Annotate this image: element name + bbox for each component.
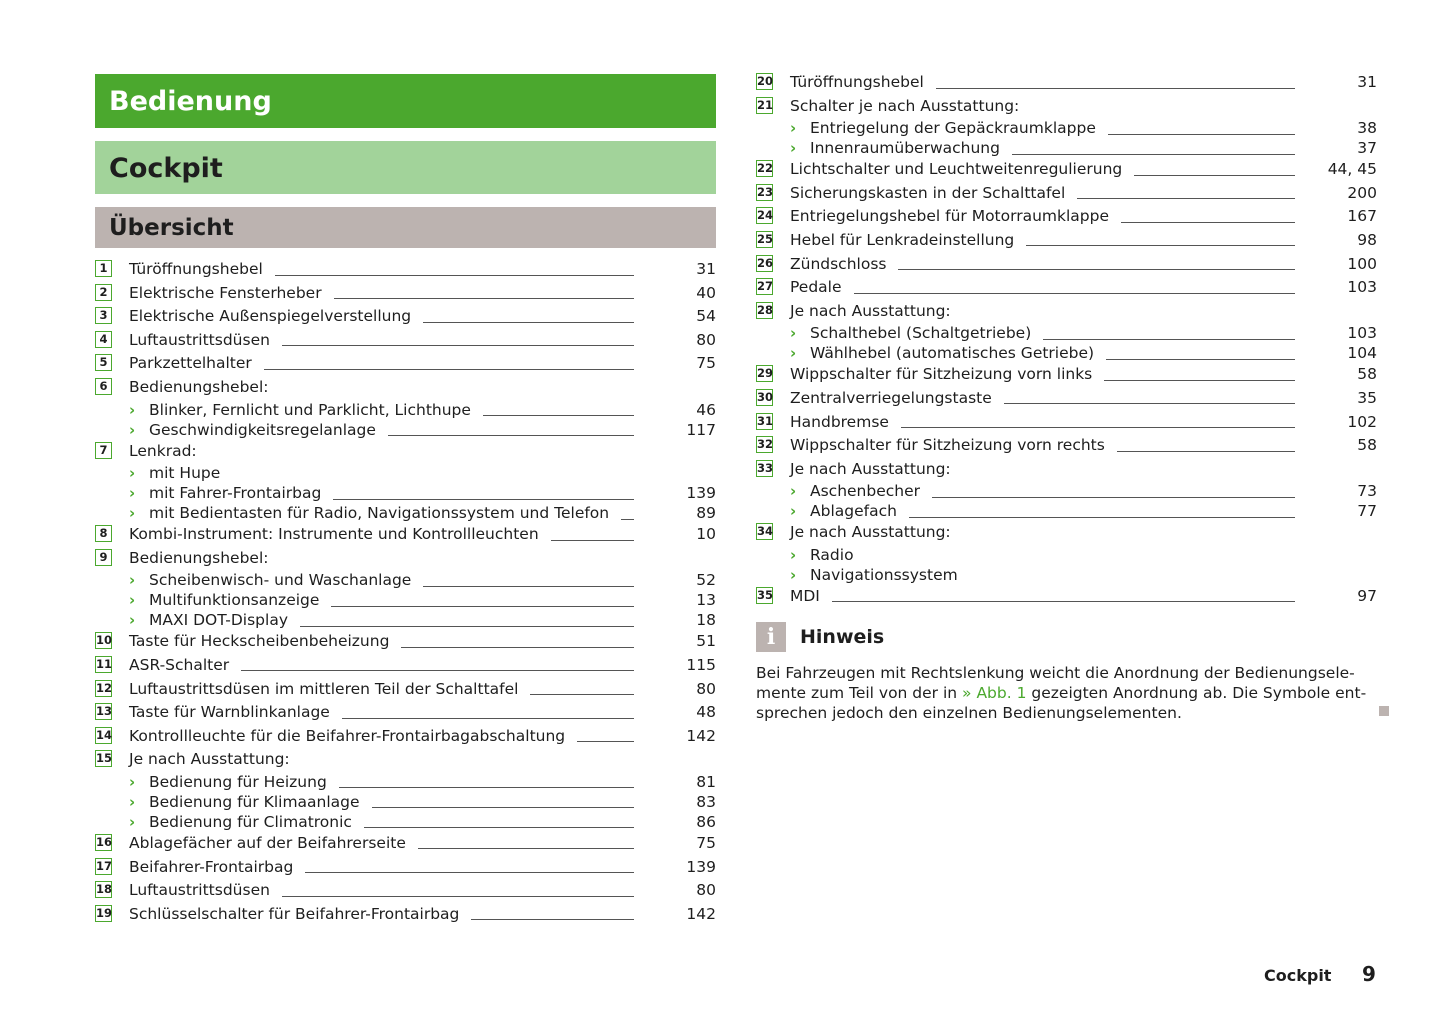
item-label: Handbremse <box>790 412 889 431</box>
leader-line <box>1004 403 1295 404</box>
overview-item <box>756 182 1377 206</box>
item-label: Schalthebel (Schaltgetriebe) <box>810 324 1032 343</box>
page-reference[interactable]: 103 <box>1347 324 1377 343</box>
overview-item <box>95 701 716 725</box>
item-label: MDI <box>790 586 820 605</box>
leader-line <box>1121 222 1295 223</box>
overview-item <box>756 585 1377 609</box>
page-reference[interactable]: 48 <box>696 703 716 722</box>
footer-chapter-title: Cockpit <box>1264 966 1332 985</box>
hinweis-line <box>756 683 1367 703</box>
overview-item <box>95 879 716 903</box>
item-label: Beifahrer-Frontairbag <box>129 857 294 876</box>
page-reference[interactable]: 142 <box>686 904 716 923</box>
leader-line <box>300 626 634 627</box>
overview-item <box>95 654 716 678</box>
leader-line <box>275 275 634 276</box>
item-number-badge: 29 <box>757 366 774 381</box>
item-label: Lenkrad: <box>129 441 197 460</box>
leader-line <box>423 586 634 587</box>
page-reference[interactable]: 100 <box>1347 254 1377 273</box>
heading-cockpit: Cockpit <box>95 141 716 194</box>
item-number-badge: 8 <box>95 525 112 542</box>
item-number-badge: 7 <box>95 442 112 459</box>
overview-subitem <box>95 812 716 832</box>
page-reference[interactable]: 98 <box>1357 230 1377 249</box>
item-label: Bedienung für Klimaanlage <box>149 792 360 811</box>
overview-item <box>95 282 716 306</box>
chevron-right-icon: › <box>129 812 136 831</box>
item-label: Aschenbecher <box>810 482 921 501</box>
page-reference[interactable]: 31 <box>1357 73 1377 91</box>
overview-item <box>756 276 1377 300</box>
leader-line <box>1012 154 1295 155</box>
item-number-badge: 2 <box>95 284 112 301</box>
item-label: Je nach Ausstattung: <box>790 459 951 478</box>
item-number-badge: 34 <box>757 524 774 539</box>
leader-line <box>1117 451 1295 452</box>
item-label: Je nach Ausstattung: <box>129 750 290 769</box>
leader-line <box>342 718 634 719</box>
item-label: mit Bedientasten für Radio, Navigationssystem und Telefon <box>149 504 610 523</box>
page-reference[interactable]: 31 <box>696 260 716 278</box>
item-number-badge: 24 <box>757 208 774 223</box>
item-label: Navigationssystem <box>810 565 958 584</box>
chevron-right-icon: › <box>129 792 136 811</box>
item-label: Geschwindigkeitsregelanlage <box>149 420 376 439</box>
overview-subitem <box>95 610 716 630</box>
overview-item <box>95 630 716 654</box>
overview-item <box>756 71 1377 95</box>
leader-line <box>471 919 634 920</box>
chevron-right-icon: › <box>790 482 797 501</box>
leader-line <box>372 807 634 808</box>
leader-line <box>854 293 1295 294</box>
overview-subitem <box>95 400 716 420</box>
page-reference[interactable]: 58 <box>1357 436 1377 455</box>
leader-line <box>1108 134 1295 135</box>
item-label: Schalter je nach Ausstattung: <box>790 96 1020 115</box>
item-label: Lichtschalter und Leuchtweitenregulierung <box>790 160 1123 179</box>
leader-line <box>1043 339 1295 340</box>
leader-line <box>1026 245 1295 246</box>
item-number-badge: 31 <box>757 413 774 428</box>
item-label: Bedienung für Climatronic <box>149 812 352 831</box>
page-reference[interactable]: 103 <box>1347 278 1377 297</box>
overview-item <box>756 387 1377 411</box>
overview-subitem <box>95 463 716 483</box>
item-number-badge: 3 <box>95 307 112 324</box>
overview-subitem <box>95 420 716 440</box>
leader-line <box>331 606 634 607</box>
item-number-badge: 9 <box>95 549 112 566</box>
item-label: Kombi-Instrument: Instrumente und Kontrollleuchten <box>129 525 539 544</box>
overview-subitem <box>756 501 1377 521</box>
hinweis-text <box>756 663 1367 723</box>
page-reference[interactable]: 142 <box>686 726 716 745</box>
overview-item <box>95 258 716 282</box>
item-label: ASR-Schalter <box>129 655 230 674</box>
chevron-right-icon: › <box>790 324 797 343</box>
overview-item <box>95 440 716 464</box>
item-label: Zündschloss <box>790 254 887 273</box>
figure-reference-link[interactable]: » Abb. 1 <box>962 684 1027 702</box>
page-reference[interactable]: 52 <box>696 571 716 590</box>
item-number-badge: 18 <box>96 882 113 897</box>
overview-subitem <box>95 570 716 590</box>
chevron-right-icon: › <box>129 420 136 439</box>
overview-item <box>95 725 716 749</box>
overview-item <box>95 832 716 856</box>
item-number-badge: 4 <box>95 331 112 348</box>
chevron-right-icon: › <box>129 400 136 419</box>
leader-line <box>1134 175 1295 176</box>
leader-line <box>418 848 634 849</box>
overview-item <box>756 205 1377 229</box>
hinweis-text-part: mente zum Teil von der in <box>756 684 963 702</box>
item-number-badge: 30 <box>757 389 774 404</box>
hinweis-line: Bei Fahrzeugen mit Rechtslenkung weicht die Anordnung der Bedienungsele- <box>756 664 1355 682</box>
leader-line <box>401 647 634 648</box>
leader-line <box>334 298 634 299</box>
page-reference[interactable]: 10 <box>696 525 716 544</box>
leader-line <box>621 519 634 520</box>
page-reference[interactable]: 117 <box>686 420 716 439</box>
page-reference[interactable]: 102 <box>1347 412 1377 431</box>
item-label: Zentralverriegelungstaste <box>790 388 992 407</box>
overview-item <box>95 856 716 880</box>
overview-item <box>756 434 1377 458</box>
item-label: Bedienungshebel: <box>129 377 269 396</box>
leader-line <box>282 345 634 346</box>
hinweis-text-part: gezeigten Anordnung ab. Die Symbole ent- <box>1026 684 1367 702</box>
page-reference[interactable]: 77 <box>1357 502 1377 521</box>
leader-line <box>551 540 634 541</box>
overview-subitem <box>756 118 1377 138</box>
page-reference[interactable]: 86 <box>696 812 716 831</box>
overview-item <box>95 903 716 927</box>
overview-item <box>756 521 1377 545</box>
page-reference[interactable]: 40 <box>696 283 716 302</box>
item-label: Entriegelung der Gepäckraumklappe <box>810 119 1096 138</box>
item-label: Bedienung für Heizung <box>149 772 327 791</box>
leader-line <box>932 497 1295 498</box>
item-label: Innenraumüberwachung <box>810 139 1000 158</box>
item-label: Wählhebel (automatisches Getriebe) <box>810 344 1095 363</box>
overview-subitem <box>95 590 716 610</box>
page-reference[interactable]: 75 <box>696 833 716 852</box>
overview-subitem <box>95 503 716 523</box>
item-number-badge: 5 <box>95 354 112 371</box>
item-label: Elektrische Außenspiegelverstellung <box>129 307 412 326</box>
page-reference[interactable]: 35 <box>1357 388 1377 407</box>
overview-subitem <box>756 565 1377 585</box>
page-reference[interactable]: 44, 45 <box>1327 160 1377 179</box>
item-label: Ablagefach <box>810 502 897 521</box>
leader-line <box>388 435 634 436</box>
leader-line <box>832 601 1295 602</box>
overview-item <box>756 95 1377 119</box>
leader-line <box>305 872 634 873</box>
item-number-badge: 17 <box>96 858 113 873</box>
overview-subitem <box>756 481 1377 501</box>
item-label: Je nach Ausstattung: <box>790 523 951 542</box>
item-label: Blinker, Fernlicht und Parklicht, Lichthupe <box>149 400 471 419</box>
item-number-badge: 33 <box>757 460 774 475</box>
chevron-right-icon: › <box>790 139 797 158</box>
chevron-right-icon: › <box>129 591 136 610</box>
overview-subitem <box>756 343 1377 363</box>
page-reference[interactable]: 18 <box>696 611 716 630</box>
overview-list-right <box>756 71 1377 609</box>
chevron-right-icon: › <box>129 611 136 630</box>
item-label: Wippschalter für Sitzheizung vorn rechts <box>790 436 1105 455</box>
item-number-badge: 20 <box>757 74 774 88</box>
page-reference[interactable]: 139 <box>686 857 716 876</box>
leader-line <box>483 415 634 416</box>
chevron-right-icon: › <box>129 772 136 791</box>
item-number-badge: 11 <box>96 656 113 671</box>
page-reference[interactable]: 51 <box>696 632 716 651</box>
chevron-right-icon: › <box>790 119 797 138</box>
leader-line <box>423 322 634 323</box>
item-label: Schlüsselschalter für Beifahrer-Frontairbag <box>129 904 460 923</box>
overview-subitem <box>95 792 716 812</box>
item-label: MAXI DOT-Display <box>149 611 289 630</box>
item-number-badge: 35 <box>757 587 774 602</box>
item-number-badge: 19 <box>96 905 113 920</box>
page-reference[interactable]: 75 <box>696 354 716 373</box>
page-reference[interactable]: 97 <box>1357 586 1377 605</box>
chevron-right-icon: › <box>129 484 136 503</box>
item-label: Luftaustrittsdüsen im mittleren Teil der Schalttafel <box>129 679 519 698</box>
item-number-badge: 6 <box>95 378 112 395</box>
overview-item <box>95 748 716 772</box>
leader-line <box>364 827 634 828</box>
item-label: Hebel für Lenkradeinstellung <box>790 230 1015 249</box>
heading-uebersicht: Übersicht <box>95 207 716 248</box>
item-label: Türöffnungshebel <box>129 260 263 278</box>
leader-line <box>241 670 634 671</box>
item-label: mit Fahrer-Frontairbag <box>149 484 322 503</box>
page-reference[interactable]: 81 <box>696 772 716 791</box>
item-number-badge: 15 <box>96 751 113 766</box>
chevron-right-icon: › <box>790 565 797 584</box>
item-label: Taste für Warnblinkanlage <box>129 703 330 722</box>
leader-line <box>282 896 634 897</box>
overview-item <box>95 352 716 376</box>
overview-item <box>95 523 716 547</box>
item-number-badge: 10 <box>96 633 113 648</box>
overview-item <box>756 229 1377 253</box>
overview-item <box>756 363 1377 387</box>
item-label: Wippschalter für Sitzheizung vorn links <box>790 365 1093 384</box>
overview-item <box>756 411 1377 435</box>
item-number-badge: 14 <box>96 727 113 742</box>
leader-line <box>1104 380 1295 381</box>
item-label: Radio <box>810 545 854 564</box>
item-label: Je nach Ausstattung: <box>790 301 951 320</box>
item-label: Parkzettelhalter <box>129 354 252 373</box>
item-number-badge: 27 <box>757 279 774 294</box>
page-reference[interactable]: 37 <box>1357 139 1377 158</box>
heading-bedienung: Bedienung <box>95 74 716 128</box>
overview-list-left <box>95 258 716 926</box>
item-number-badge: 23 <box>757 184 774 199</box>
item-number-badge: 32 <box>757 437 774 452</box>
page-reference[interactable]: 38 <box>1357 119 1377 138</box>
page-reference[interactable]: 200 <box>1347 183 1377 202</box>
chevron-right-icon: › <box>129 504 136 523</box>
overview-subitem <box>756 323 1377 343</box>
leader-line <box>901 427 1295 428</box>
item-label: mit Hupe <box>149 464 221 483</box>
overview-item <box>95 547 716 571</box>
overview-subitem <box>95 483 716 503</box>
page-reference[interactable]: 80 <box>696 330 716 349</box>
chevron-right-icon: › <box>790 545 797 564</box>
overview-subitem <box>756 138 1377 158</box>
hinweis-title: Hinweis <box>800 626 885 648</box>
leader-line <box>936 88 1295 89</box>
overview-item <box>95 329 716 353</box>
page-reference[interactable]: 13 <box>696 591 716 610</box>
page-reference[interactable]: 89 <box>696 504 716 523</box>
hinweis-line: sprechen jedoch den einzelnen Bedienungselementen. <box>756 704 1182 722</box>
overview-subitem <box>756 545 1377 565</box>
page-reference[interactable]: 46 <box>696 400 716 419</box>
page-reference[interactable]: 115 <box>686 655 716 674</box>
overview-subitem <box>95 772 716 792</box>
page-reference[interactable]: 80 <box>696 679 716 698</box>
leader-line <box>898 269 1295 270</box>
leader-line <box>1106 359 1295 360</box>
item-label: Elektrische Fensterheber <box>129 283 322 302</box>
overview-item <box>756 300 1377 324</box>
page-reference[interactable]: 104 <box>1347 344 1377 363</box>
leader-line <box>577 741 634 742</box>
footer-page-number: 9 <box>1362 962 1376 986</box>
overview-item <box>756 458 1377 482</box>
item-label: Taste für Heckscheibenbeheizung <box>129 632 390 651</box>
item-number-badge: 1 <box>95 260 112 277</box>
page-reference[interactable]: 58 <box>1357 365 1377 384</box>
leader-line <box>909 517 1295 518</box>
item-label: Pedale <box>790 278 842 297</box>
page-reference[interactable]: 73 <box>1357 482 1377 501</box>
section-end-marker <box>1379 706 1389 716</box>
item-label: Luftaustrittsdüsen <box>129 330 270 349</box>
item-number-badge: 16 <box>96 834 113 849</box>
item-label: Scheibenwisch- und Waschanlage <box>149 571 412 590</box>
page-reference[interactable]: 167 <box>1347 207 1377 226</box>
page-reference[interactable]: 139 <box>686 484 716 503</box>
item-number-badge: 25 <box>757 231 774 246</box>
chevron-right-icon: › <box>129 464 136 483</box>
leader-line <box>1077 198 1295 199</box>
leader-line <box>333 499 634 500</box>
leader-line <box>339 787 634 788</box>
item-label: Multifunktionsanzeige <box>149 591 320 610</box>
item-number-badge: 13 <box>96 704 113 719</box>
overview-item <box>756 253 1377 277</box>
leader-line <box>530 694 634 695</box>
overview-item <box>95 376 716 400</box>
page-reference[interactable]: 80 <box>696 881 716 900</box>
chevron-right-icon: › <box>129 571 136 590</box>
item-label: Entriegelungshebel für Motorraumklappe <box>790 207 1110 226</box>
leader-line <box>264 369 634 370</box>
item-label: Kontrollleuchte für die Beifahrer-Frontairbagabschaltung <box>129 726 566 745</box>
chevron-right-icon: › <box>790 344 797 363</box>
item-number-badge: 26 <box>757 255 774 270</box>
item-number-badge: 12 <box>96 680 113 695</box>
overview-item <box>95 678 716 702</box>
page-reference[interactable]: 54 <box>696 307 716 326</box>
hinweis-header <box>756 622 1376 652</box>
info-icon: i <box>756 622 786 652</box>
item-number-badge: 28 <box>757 302 774 317</box>
page-reference[interactable]: 83 <box>696 792 716 811</box>
item-number-badge: 21 <box>757 97 774 112</box>
overview-item <box>95 305 716 329</box>
overview-item <box>756 158 1377 182</box>
item-label: Sicherungskasten in der Schalttafel <box>790 183 1066 202</box>
item-label: Bedienungshebel: <box>129 548 269 567</box>
chevron-right-icon: › <box>790 502 797 521</box>
item-label: Ablagefächer auf der Beifahrerseite <box>129 833 406 852</box>
item-number-badge: 22 <box>757 161 774 176</box>
item-label: Türöffnungshebel <box>790 73 924 91</box>
item-label: Luftaustrittsdüsen <box>129 881 270 900</box>
